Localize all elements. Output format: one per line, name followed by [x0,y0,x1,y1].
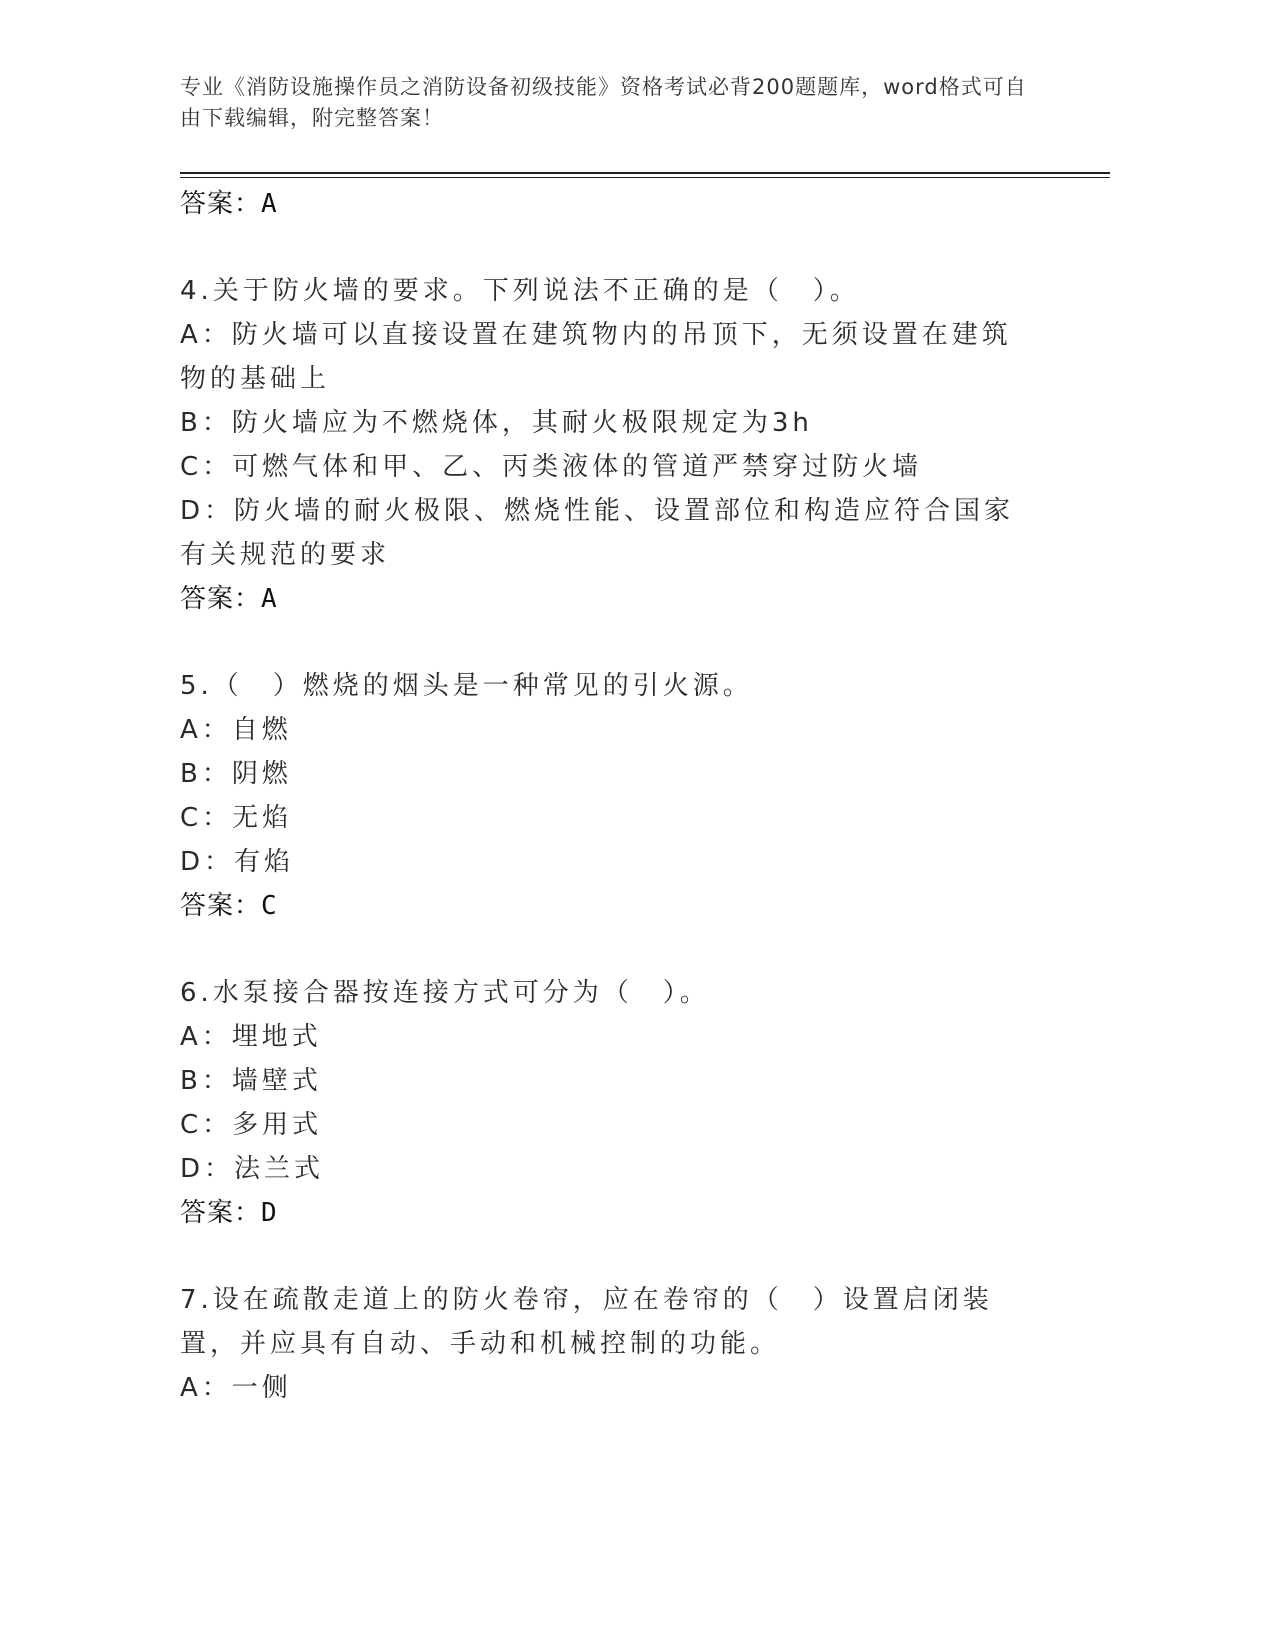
question-stem: 7.设在疏散走道上的防火卷帘，应在卷帘的（ ）设置启闭装置，并应具有自动、手动和机械控制的功能。 [180,1285,993,1359]
question-block [180,1278,1040,1410]
option-d: D：有焰 [180,847,295,877]
answer-line: 答案：C [180,891,278,921]
question-block [180,664,1040,928]
option-c: C：无焰 [180,803,293,833]
header-divider [180,172,1110,174]
option-c: C：可燃气体和甲、乙、丙类液体的管道严禁穿过防火墙 [180,452,923,482]
question-stem: 4.关于防火墙的要求。下列说法不正确的是（ ）。 [180,276,860,306]
question-stem: 5.（ ）燃烧的烟头是一种常见的引火源。 [180,671,753,701]
option-c: C：多用式 [180,1110,323,1140]
question-block [180,269,1040,621]
document-header [180,72,1040,134]
answer-line: 答案：D [180,1198,278,1228]
option-a: A：自燃 [180,715,292,745]
option-b: B：墙壁式 [180,1066,322,1096]
answer-line: 答案：A [180,189,278,219]
answer-line: 答案：A [180,584,278,614]
question-content [180,182,1040,1410]
option-a: A：埋地式 [180,1022,322,1052]
option-b: B：防火墙应为不燃烧体，其耐火极限规定为3h [180,408,813,438]
option-d: D：防火墙的耐火极限、燃烧性能、设置部位和构造应符合国家有关规范的要求 [180,496,1015,570]
option-a: A：一侧 [180,1373,292,1403]
header-text: 专业《消防设施操作员之消防设备初级技能》资格考试必背200题题库，word格式可自由下载编辑，附完整答案！ [180,75,1027,130]
option-d: D：法兰式 [180,1154,325,1184]
option-b: B：阴燃 [180,759,292,789]
option-a: A：防火墙可以直接设置在建筑物内的吊顶下，无须设置在建筑物的基础上 [180,320,1012,394]
header-divider-thin [180,177,1110,178]
question-block [180,971,1040,1235]
question-stem: 6.水泵接合器按连接方式可分为（ ）。 [180,978,710,1008]
